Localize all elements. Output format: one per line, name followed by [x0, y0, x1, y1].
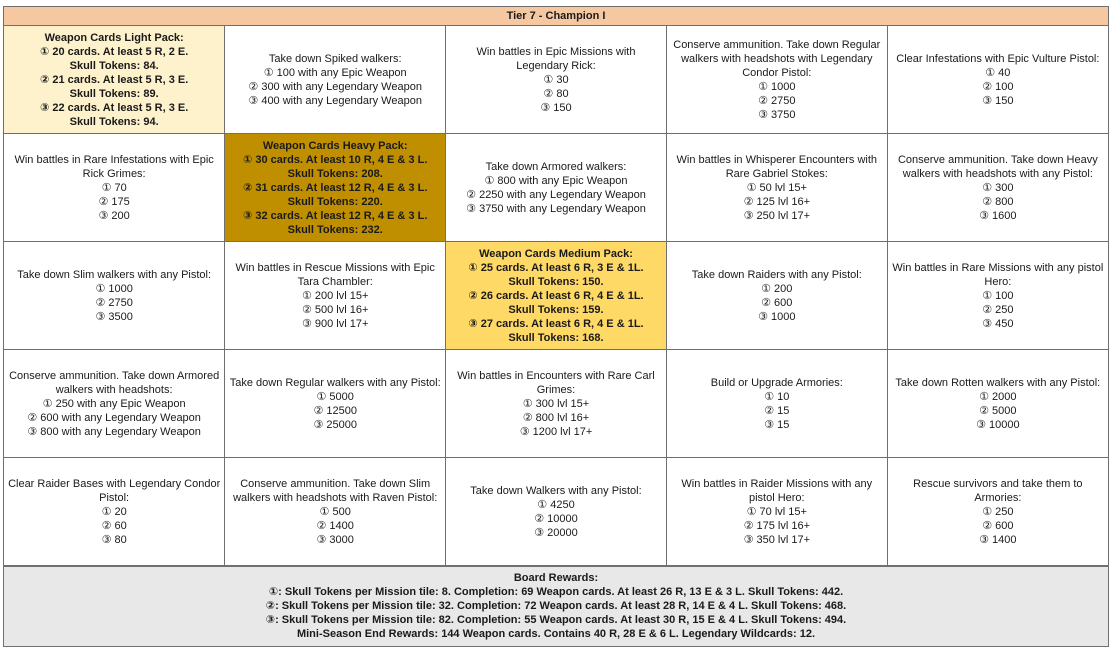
pack-detail: Skull Tokens: 159. [508, 303, 604, 316]
mission-goal: ③ 3000 [316, 533, 354, 546]
mission-description: Clear Raider Bases with Legendary Condor Pistol: [8, 477, 221, 504]
mission-description: Win battles in Raider Missions with any pistol Hero: [681, 477, 873, 504]
mission-goal: ③ 1000 [758, 310, 796, 323]
mission-goal: ② 300 with any Legendary Weapon [248, 80, 422, 93]
mission-description: Win battles in Encounters with Rare Carl Grimes: [457, 369, 655, 396]
tier-title: Tier 7 - Champion I [4, 7, 1108, 26]
mission-goal: ③ 150 [540, 101, 572, 114]
mission-goal: ① 100 with any Epic Weapon [263, 66, 407, 79]
mission-goal: ③ 900 lvl 17+ [301, 317, 369, 330]
mission-goal: ③ 25000 [313, 418, 357, 431]
mission-goal: ② 100 [982, 80, 1014, 93]
mission-tile [887, 350, 1108, 458]
mission-goal: ② 2250 with any Legendary Weapon [466, 188, 646, 201]
mission-goal: ① 40 [985, 66, 1011, 79]
mission-goal: ③ 80 [101, 533, 127, 546]
mission-goal: ③ 20000 [534, 526, 578, 539]
mission-goal: ① 100 [982, 289, 1014, 302]
rewards-line-2: ②: Skull Tokens per Mission tile: 32. Completion: 72 Weapon cards. At least 28 R, 14 E & 4 L. Skull Tokens: 468. [265, 600, 847, 612]
mission-description: Win battles in Rare Infestations with Epic Rick Grimes: [14, 153, 214, 180]
mission-goal: ② 800 [982, 195, 1014, 208]
pack-detail: Skull Tokens: 220. [287, 195, 383, 208]
pack-title: Weapon Cards Medium Pack: [479, 247, 633, 260]
mission-goal: ② 600 [761, 296, 793, 309]
mission-tile [4, 134, 225, 242]
pack-detail: ③ 22 cards. At least 5 R, 3 E. [39, 101, 189, 114]
mission-goal: ① 1000 [758, 80, 796, 93]
mission-goal: ① 1000 [95, 282, 133, 295]
mission-tile [666, 350, 887, 458]
mission-goal: ② 5000 [979, 404, 1017, 417]
mission-goal: ① 4250 [537, 498, 575, 511]
mission-tile [666, 458, 887, 566]
mission-goal: ② 800 lvl 16+ [522, 411, 590, 424]
mission-goal: ① 2000 [979, 390, 1017, 403]
mission-goal: ① 5000 [316, 390, 354, 403]
pack-detail: Skull Tokens: 94. [69, 115, 159, 128]
mission-goal: ③ 150 [982, 94, 1014, 107]
mission-description: Conserve ammunition. Take down Heavy walkers with headshots with any Pistol: [897, 153, 1098, 180]
pack-detail: Skull Tokens: 89. [69, 87, 159, 100]
mission-tile [887, 26, 1108, 134]
pack-detail: Skull Tokens: 232. [287, 223, 383, 236]
mission-description: Take down Raiders with any Pistol: [691, 268, 862, 281]
grid-row [4, 458, 1108, 566]
mission-tile [4, 458, 225, 566]
mission-goal: ② 80 [543, 87, 569, 100]
mission-goal: ① 30 [543, 73, 569, 86]
mission-tile [446, 26, 667, 134]
mission-tile [4, 242, 225, 350]
mission-description: Clear Infestations with Epic Vulture Pistol: [896, 52, 1100, 65]
mission-tile [887, 242, 1108, 350]
mission-description: Win battles in Epic Missions with Legendary Rick: [476, 45, 636, 72]
mission-goal: ③ 3750 with any Legendary Weapon [466, 202, 646, 215]
mission-goal: ① 200 [761, 282, 793, 295]
mission-goal: ③ 3750 [758, 108, 796, 121]
mission-goal: ③ 450 [982, 317, 1014, 330]
pack-title: Weapon Cards Heavy Pack: [262, 139, 408, 152]
pack-detail: ② 31 cards. At least 12 R, 4 E & 3 L. [243, 181, 428, 194]
mission-description: Conserve ammunition. Take down Regular walkers with headshots with Legendary Condor Pistol: [673, 38, 881, 79]
rewards-line-4: Mini-Season End Rewards: 144 Weapon cards. Contains 40 R, 28 E & 6 L. Legendary Wildcards: 12. [296, 628, 816, 640]
tier-board [3, 6, 1109, 647]
mission-goal: ② 60 [101, 519, 127, 532]
mission-goal: ① 200 lvl 15+ [301, 289, 369, 302]
mission-tile [887, 458, 1108, 566]
grid-row [4, 26, 1108, 134]
mission-tile [225, 350, 446, 458]
mission-goal: ② 175 [98, 195, 130, 208]
mission-description: Take down Rotten walkers with any Pistol: [895, 376, 1101, 389]
mission-description: Take down Spiked walkers: [268, 52, 402, 65]
mission-goal: ② 600 [982, 519, 1014, 532]
mission-goal: ① 70 [101, 181, 127, 194]
mission-tile [446, 134, 667, 242]
pack-detail: ① 30 cards. At least 10 R, 4 E & 3 L. [243, 153, 428, 166]
rewards-line-1: ①: Skull Tokens per Mission tile: 8. Completion: 69 Weapon cards. At least 26 R, 13 E & 3 L. Skull Tokens: 442. [268, 586, 844, 598]
mission-goal: ② 2750 [758, 94, 796, 107]
mission-tile [666, 26, 887, 134]
mission-description: Win battles in Rare Missions with any pistol Hero: [892, 261, 1104, 288]
mission-goal: ② 1400 [316, 519, 354, 532]
mission-description: Win battles in Rescue Missions with Epic Tara Chambler: [235, 261, 435, 288]
grid-row [4, 350, 1108, 458]
mission-description: Conserve ammunition. Take down Slim walkers with headshots with Raven Pistol: [233, 477, 438, 504]
mission-goal: ① 10 [764, 390, 790, 403]
mission-tile [4, 350, 225, 458]
mission-goal: ② 12500 [313, 404, 357, 417]
weapon-pack-medium [446, 242, 667, 350]
mission-tile [446, 350, 667, 458]
mission-goal: ① 50 lvl 15+ [746, 181, 807, 194]
mission-description: Take down Walkers with any Pistol: [470, 484, 642, 497]
pack-title: Weapon Cards Light Pack: [44, 31, 184, 44]
mission-goal: ② 175 lvl 16+ [743, 519, 810, 532]
pack-detail: ① 20 cards. At least 5 R, 2 E. [39, 45, 189, 58]
mission-goal: ① 300 [982, 181, 1014, 194]
pack-detail: Skull Tokens: 208. [287, 167, 383, 180]
mission-goal: ② 125 lvl 16+ [743, 195, 810, 208]
mission-tile [225, 458, 446, 566]
mission-tile [887, 134, 1108, 242]
mission-goal: ③ 1400 [979, 533, 1017, 546]
pack-detail: Skull Tokens: 150. [508, 275, 604, 288]
mission-goal: ③ 350 lvl 17+ [743, 533, 810, 546]
pack-detail: ① 25 cards. At least 6 R, 3 E & 1L. [468, 261, 644, 274]
mission-goal: ③ 3500 [95, 310, 133, 323]
mission-description: Conserve ammunition. Take down Armored walkers with headshots: [9, 369, 220, 396]
mission-goal: ① 300 lvl 15+ [522, 397, 590, 410]
mission-goal: ③ 1200 lvl 17+ [519, 425, 593, 438]
mission-goal: ② 500 lvl 16+ [301, 303, 369, 316]
weapon-pack-heavy [225, 134, 446, 242]
mission-tile [666, 242, 887, 350]
mission-goal: ① 250 [982, 505, 1014, 518]
grid-row [4, 134, 1108, 242]
mission-tile [225, 26, 446, 134]
mission-tile [225, 242, 446, 350]
mission-goal: ① 500 [319, 505, 351, 518]
mission-goal: ③ 15 [764, 418, 790, 431]
mission-description: Take down Armored walkers: [485, 160, 627, 173]
pack-detail: ② 21 cards. At least 5 R, 3 E. [39, 73, 189, 86]
mission-tile [666, 134, 887, 242]
mission-description: Take down Slim walkers with any Pistol: [17, 268, 212, 281]
mission-goal: ① 250 with any Epic Weapon [42, 397, 186, 410]
pack-detail: ② 26 cards. At least 6 R, 4 E & 1L. [468, 289, 644, 302]
mission-goal: ① 70 lvl 15+ [746, 505, 807, 518]
pack-detail: ③ 32 cards. At least 12 R, 4 E & 3 L. [243, 209, 428, 222]
mission-goal: ③ 250 lvl 17+ [743, 209, 810, 222]
weapon-pack-light [4, 26, 225, 134]
rewards-line-3: ③: Skull Tokens per Mission tile: 82. Completion: 55 Weapon cards. At least 30 R, 15 E & 4 L. Skull Tokens: 494. [265, 614, 847, 626]
mission-description: Rescue survivors and take them to Armories: [913, 477, 1083, 504]
mission-goal: ① 20 [101, 505, 127, 518]
pack-detail: Skull Tokens: 84. [69, 59, 159, 72]
mission-goal: ② 10000 [534, 512, 578, 525]
mission-goal: ③ 200 [98, 209, 130, 222]
grid-row [4, 242, 1108, 350]
mission-goal: ③ 10000 [976, 418, 1020, 431]
mission-goal: ② 600 with any Legendary Weapon [27, 411, 201, 424]
mission-description: Take down Regular walkers with any Pistol: [229, 376, 441, 389]
mission-description: Win battles in Whisperer Encounters with Rare Gabriel Stokes: [676, 153, 878, 180]
rewards-title: Board Rewards: [513, 572, 599, 584]
mission-goal: ① 800 with any Epic Weapon [484, 174, 628, 187]
board-rewards [4, 566, 1108, 646]
mission-goal: ③ 800 with any Legendary Weapon [27, 425, 201, 438]
mission-description: Build or Upgrade Armories: [710, 376, 843, 389]
mission-goal: ③ 1600 [979, 209, 1017, 222]
mission-goal: ③ 400 with any Legendary Weapon [248, 94, 422, 107]
mission-grid [4, 26, 1108, 566]
mission-goal: ② 2750 [95, 296, 133, 309]
mission-goal: ② 250 [982, 303, 1014, 316]
pack-detail: ③ 27 cards. At least 6 R, 4 E & 1L. [468, 317, 644, 330]
mission-tile [446, 458, 667, 566]
pack-detail: Skull Tokens: 168. [508, 331, 604, 344]
mission-goal: ② 15 [764, 404, 790, 417]
